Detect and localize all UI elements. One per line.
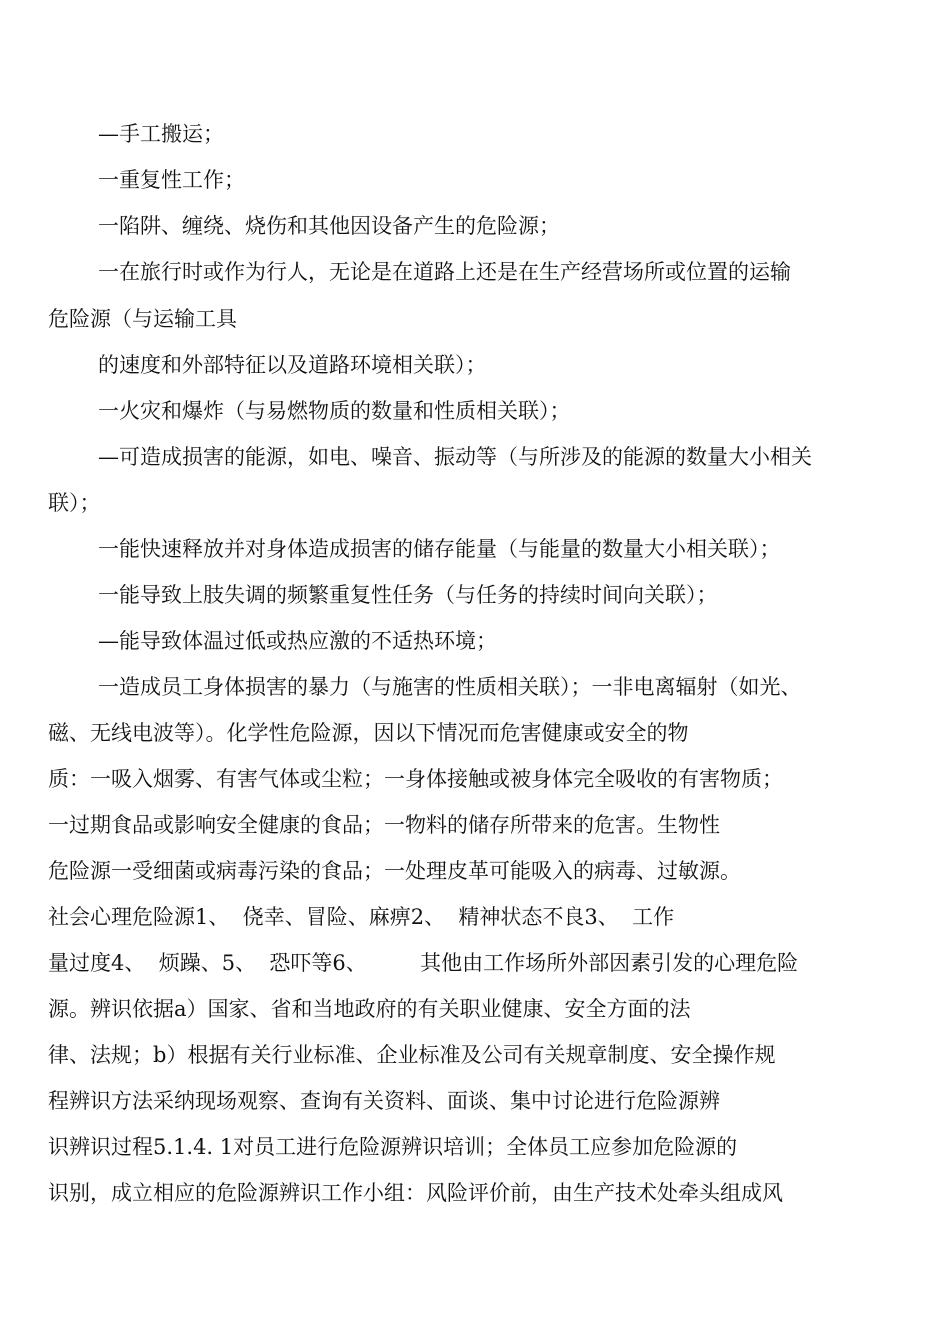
paragraph-line: 一在旅行时或作为行人，无论是在道路上还是在生产经营场所或位置的运输 xyxy=(98,260,791,284)
paragraph-line: 识别，成立相应的危险源辨识工作小组：风险评价前，由生产技术处牵头组成风 xyxy=(48,1181,783,1205)
paragraph-line: —可造成损害的能源，如电、噪音、振动等（与所涉及的能源的数量大小相关 xyxy=(98,445,812,469)
paragraph-line: 一能快速释放并对身体造成损害的储存能量（与能量的数量大小相关联）； xyxy=(98,537,781,561)
paragraph-line: 一陷阱、缠绕、烧伤和其他因设备产生的危险源； xyxy=(98,214,560,238)
paragraph-line: 危险源（与运输工具 xyxy=(48,307,237,331)
paragraph-line: 质：一吸入烟雾、有害气体或尘粒；一身体接触或被身体完全吸收的有害物质； xyxy=(48,767,783,791)
paragraph-line: 的速度和外部特征以及道路环境相关联）； xyxy=(98,353,487,377)
paragraph-line: 律、法规；b）根据有关行业标准、企业标准及公司有关规章制度、安全操作规 xyxy=(48,1043,776,1067)
paragraph-line: 程辨识方法采纳现场观察、查询有关资料、面谈、集中讨论进行危险源辨 xyxy=(48,1089,720,1113)
paragraph-line: 一重复性工作； xyxy=(98,168,245,192)
paragraph-line: 磁、无线电波等）。化学性危险源，因以下情况而危害健康或安全的物 xyxy=(48,721,689,745)
paragraph-line: —能导致体温过低或热应激的不适热环境； xyxy=(98,629,497,653)
paragraph-line: 量过度4、 烦躁、5、 恐吓等6、 其他由工作场所外部因素引发的心理危险 xyxy=(48,951,799,975)
paragraph-line: 一能导致上肢失调的频繁重复性任务（与任务的持续时间向关联）； xyxy=(98,583,718,607)
paragraph-line: 社会心理危险源1、 侥幸、冒险、麻痹2、 精神状态不良3、 工作 xyxy=(48,905,675,929)
paragraph-line: —手工搬运； xyxy=(98,122,224,146)
paragraph-line: 一过期食品或影响安全健康的食品；一物料的储存所带来的危害。生物性 xyxy=(48,813,720,837)
paragraph-line: 一火灾和爆炸（与易燃物质的数量和性质相关联）； xyxy=(98,399,571,423)
paragraph-line: 一造成员工身体损害的暴力（与施害的性质相关联）；一非电离辐射（如光、 xyxy=(98,675,802,699)
paragraph-line: 识辨识过程5.1.4. 1对员工进行危险源辨识培训；全体员工应参加危险源的 xyxy=(48,1135,738,1159)
paragraph-line: 源。辨识依据a）国家、省和当地政府的有关职业健康、安全方面的法 xyxy=(48,997,691,1021)
paragraph-line: 联）； xyxy=(48,491,101,515)
paragraph-line: 危险源一受细菌或病毒污染的食品；一处理皮革可能吸入的病毒、过敏源。 xyxy=(48,859,741,883)
